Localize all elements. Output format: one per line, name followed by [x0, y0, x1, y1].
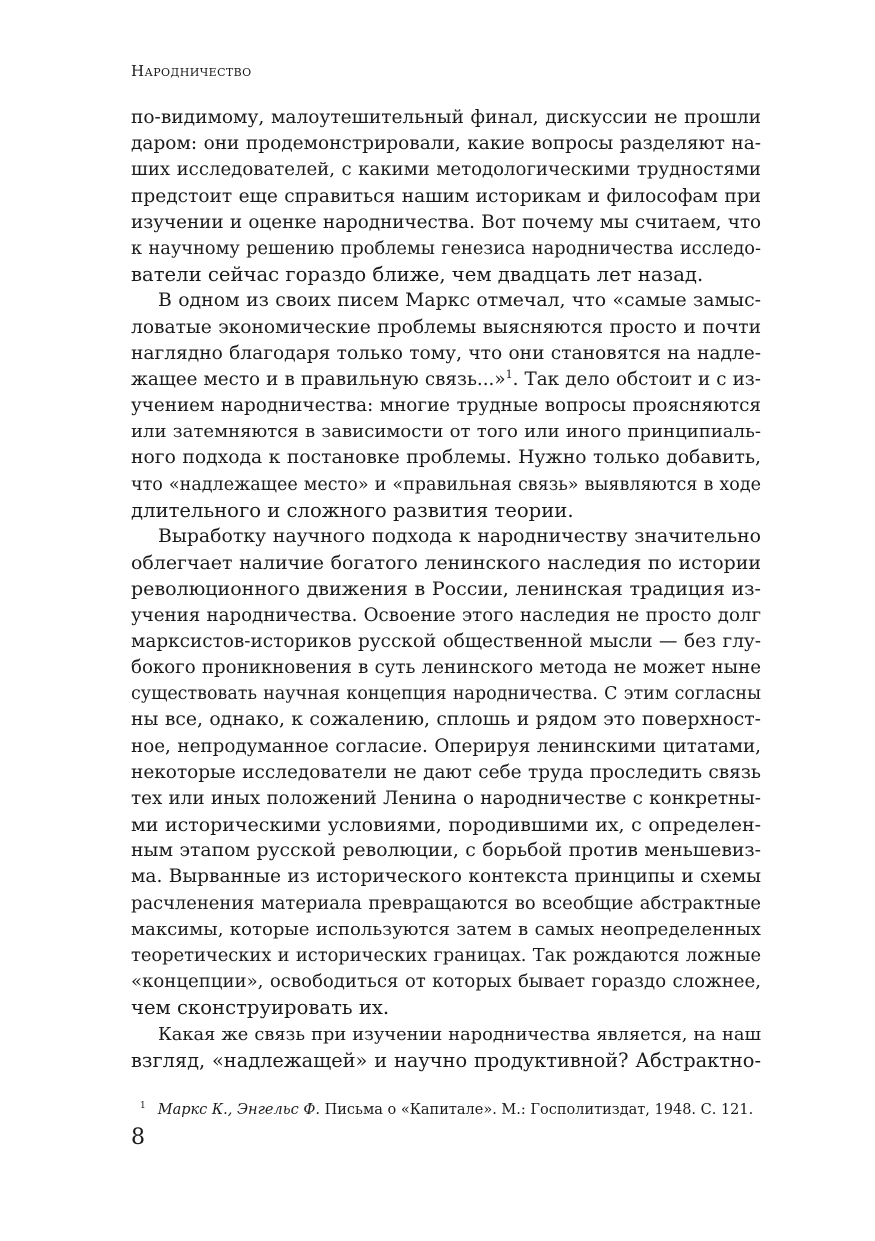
text-line: марксистов-историков русской общественной мысли — без глу-: [131, 630, 761, 652]
running-head: Народничество: [131, 62, 252, 80]
page-number: 8: [131, 1125, 145, 1150]
text-line: по-видимому, малоутешительный финал, дискуссии не прошли: [131, 107, 761, 128]
text-line: ного подхода к постановке проблемы. Нужно только добавить,: [131, 447, 761, 469]
text-line: ватели сейчас гораздо ближе, чем двадцать лет назад.: [131, 263, 704, 287]
text-line: облегчает наличие богатого ленинского наследия по истории: [131, 552, 761, 575]
text-line: ное, непродуманное согласие. Оперируя ленинскими цитатами,: [131, 735, 761, 757]
text-line: даром: они продемонстрировали, какие вопросы разделяют на-: [131, 133, 761, 155]
text-line: ловатые экономические проблемы выясняются просто и почти: [131, 316, 761, 338]
text-line: «концепции», освободиться от которых бывает гораздо сложнее,: [131, 971, 761, 993]
text-line: теоретических и исторических границах. Так рождаются ложные: [131, 945, 761, 966]
text-line: учения народничества. Освоение этого наследия не просто долг: [131, 604, 761, 626]
text-line: чем сконструировать их.: [131, 996, 390, 1020]
text-line: ма. Вырванные из исторического контекста принципы и схемы: [131, 866, 761, 888]
text-line: расчленения материала превращаются во всеобщие абстрактные: [131, 892, 761, 914]
text-line: учением народничества: многие трудные вопросы проясняются: [131, 395, 761, 417]
text-line: ми историческими условиями, породившими их, с определен-: [131, 814, 761, 837]
text-line: [131, 367, 761, 393]
footnote: [131, 1100, 761, 1120]
text-line: предстоит еще справиться нашим историкам и философам при: [131, 185, 761, 207]
text-line: ших исследователей, с какими методологическими трудностями: [131, 159, 761, 181]
text-line: существовать научная концепция народничества. С этим согласны: [131, 684, 761, 705]
footnote-reference: 1: [505, 367, 513, 381]
text-line: бокого проникновения в суть ленинского метода не может ныне: [131, 656, 761, 678]
text-line: тех или иных положений Ленина о народничестве с конкретны-: [131, 787, 761, 809]
text-line: ны все, однако, к сожалению, сплошь и рядом это поверхност-: [131, 709, 761, 731]
footnote-authors: Маркс К., Энгельс Ф.: [157, 1102, 321, 1118]
text-line-part: жащее место и в правильную связь...»: [131, 368, 506, 390]
body-text: [131, 105, 761, 1074]
footnote-text: Письма о «Капитале». М.: Госполитиздат, 1948. С. 121.: [320, 1102, 754, 1118]
footnote-number: 1: [140, 1101, 146, 1112]
text-line-part: . Так дело обстоит и с из-: [512, 368, 761, 390]
text-line: взгляд, «надлежащей» и научно продуктивной? Абстрактно-: [131, 1048, 761, 1072]
text-line: Какая же связь при изучении народничества является, на наш: [158, 1023, 761, 1045]
text-line: революционного движения в России, ленинская традиция из-: [131, 578, 761, 601]
text-line: некоторые исследователи не дают себе труда проследить связь: [131, 761, 761, 783]
text-line: к научному решению проблемы генезиса народничества исследо-: [131, 237, 761, 259]
text-line: изучении и оценке народничества. Вот почему мы считаем, что: [131, 211, 761, 233]
text-line: В одном из своих писем Маркс отмечал, что «самые замыс-: [158, 290, 761, 312]
text-line: что «надлежащее место» и «правильная связь» выявляются в ходе: [131, 474, 761, 495]
text-line: длительного и сложного развития теории.: [131, 498, 574, 522]
text-line: Выработку научного подхода к народничеству значительно: [158, 526, 761, 547]
text-line: максимы, которые используются затем в самых неопределенных: [131, 918, 761, 940]
text-line: ным этапом русской революции, с борьбой против меньшевиз-: [131, 840, 761, 862]
text-line: наглядно благодаря только тому, что они становятся на надле-: [131, 342, 761, 364]
text-line: или затемняются в зависимости от того или иного принципиаль-: [131, 421, 761, 443]
